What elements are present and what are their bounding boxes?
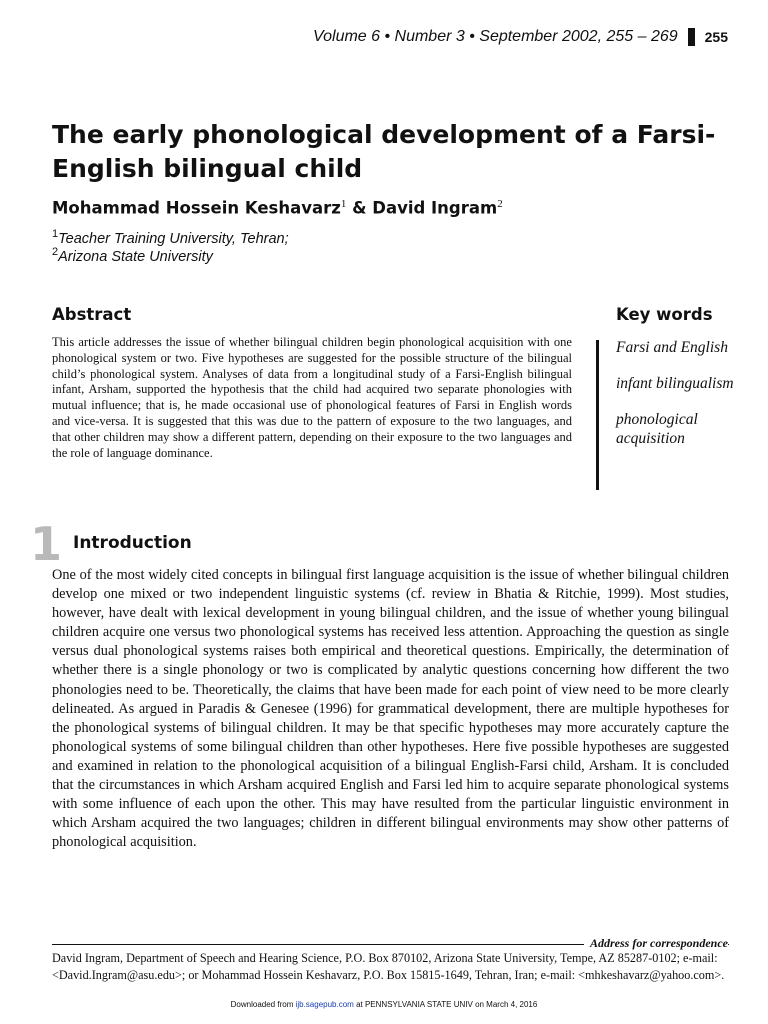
introduction-paragraph: One of the most widely cited concepts in bilingual first language acquisition is the issue of whether bilingual children develop one mixed or two independent linguistic systems (cf. review in Bhatia & Ritchie, 1999). Most studies, however, have dealt with lexical development in young bilingual children, and the issue of whether young bilingual children acquire one versus two phonological systems has received less attention. Approaching the question as single versus dual phonological systems raises both empirical and theoretical questions. Empirically, the determination of whether there is a single phonology or two is complicated by analytic questions concerning how different the two phonologies need to be. Theoretically, the claims that have been made for each point of view need to be more clearly delineated. As argued in Paradis & Genesee (1996) for grammatical development, there are multiple hypotheses for the phonological systems of bilingual children. It may be that specific hypotheses may more accurately capture the phonological systems of some bilingual children than other hypotheses. Here five possible hypotheses are suggested and examined in relation to the phonological acquisition of a bilingual English-Farsi child, Arsham. It is concluded that the circumstances in which Arsham acquired English and Farsi led him to acquire separate phonological systems with some influence of each upon the other. This may have resulted from the particular linguistic environment in which Arsham acquired the two languages; children in different bilingual environments may show other patterns of phonological acquisition.: [52, 567, 729, 851]
affiliation-mark: 1: [52, 228, 59, 240]
correspondence-text: David Ingram, Department of Speech and Hearing Science, P.O. Box 870102, Arizona State University, Tempe, AZ 85287-0102; e-mail: <David.Ingram@asu.edu>; or Mohammad Hossein Keshavarz, P.O. Box 15815-1649, Tehran, Iran; e-mail: <mhkeshavarz@yahoo.com>.: [52, 951, 725, 982]
journal-link[interactable]: ijb.sagepub.com: [295, 1000, 354, 1009]
keywords-list: [616, 338, 746, 465]
section-number: 1: [30, 517, 63, 571]
download-prefix: Downloaded from: [230, 1000, 296, 1009]
keyword-item: infant bilingualism: [616, 375, 734, 392]
author-separator: &: [346, 198, 373, 218]
author-ingram: David Ingram: [372, 198, 498, 218]
header-divider-bar: [688, 28, 695, 46]
keyword-item: Farsi and English: [616, 339, 728, 356]
author-line: [52, 198, 503, 218]
affiliation-text: Arizona State University: [58, 248, 213, 265]
affiliation-2: [52, 246, 213, 265]
keywords-rule: [596, 340, 599, 490]
affiliation-1: [52, 228, 289, 247]
author-keshavarz: Mohammad Hossein Keshavarz: [52, 198, 341, 218]
affiliation-mark: 2: [52, 246, 59, 258]
running-header: [313, 28, 728, 46]
keywords-heading: Key words: [616, 305, 713, 324]
correspondence-heading: Address for correspondence: [584, 936, 728, 951]
author-affiliation-mark: 2: [497, 198, 503, 210]
section-title: Introduction: [73, 533, 192, 553]
journal-citation: Volume 6 • Number 3 • September 2002, 255 – 269: [313, 28, 678, 45]
author-affiliation-mark: 1: [340, 198, 347, 210]
download-suffix: at PENNSYLVANIA STATE UNIV on March 4, 2016: [353, 1000, 538, 1009]
page-number: 255: [704, 29, 728, 45]
abstract-heading: Abstract: [52, 305, 132, 324]
affiliation-text: Teacher Training University, Tehran;: [58, 230, 289, 247]
article-title: The early phonological development of a Farsi-English bilingual child: [52, 120, 716, 183]
abstract-text: This article addresses the issue of whether bilingual children begin phonological acquisition with one phonological system or two. Five hypotheses are suggested for the possible structure of the bilingual child’s phonological system. Analyses of data from a longitudinal study of a Farsi-English bilingual infant, Arsham, supported the hypothesis that the child had acquired two separate phonologies with mutual influence; that is, he made occasional use of phonological features of Farsi in English words and vice-versa. It is suggested that this was due to the pattern of exposure to the two languages, and that other children may show a different pattern, depending on their exposure to the two languages and the role of language dominance.: [52, 335, 572, 460]
keyword-item: phonological acquisition: [616, 411, 698, 447]
download-notice: [0, 1000, 768, 1009]
